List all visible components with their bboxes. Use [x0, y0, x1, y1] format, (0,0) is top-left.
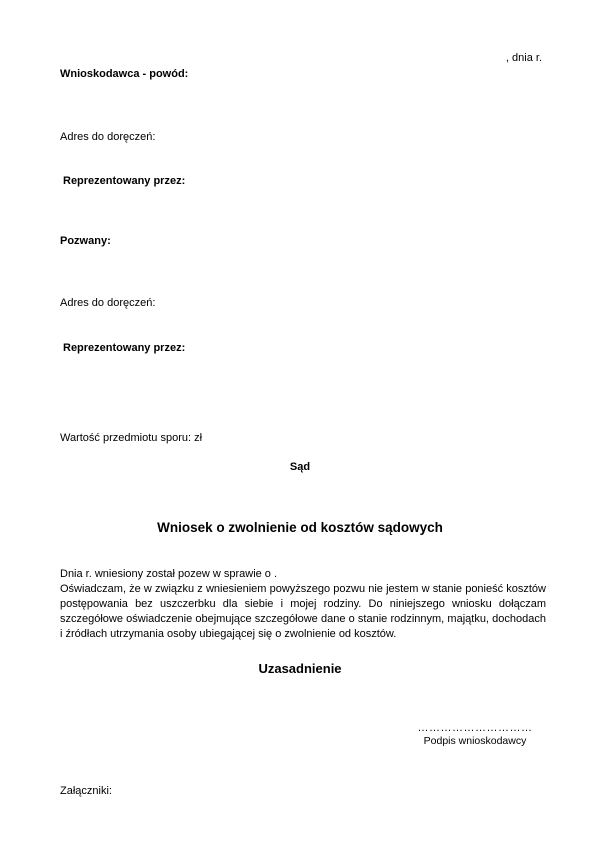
- court-label: Sąd: [289, 461, 311, 473]
- document-title: Wniosek o zwolnienie od kosztów sądowych: [157, 520, 443, 535]
- body-text: [60, 567, 546, 642]
- defendant-represented-by-label: Reprezentowany przez:: [63, 342, 186, 354]
- defendant-address-label: Adres do doręczeń:: [60, 297, 156, 309]
- date-line: , dnia r.: [505, 52, 542, 64]
- claimant-represented-by-label: Reprezentowany przez:: [63, 175, 186, 187]
- claimant-label: Wnioskodawca - powód:: [60, 68, 189, 80]
- value-of-dispute-label: Wartość przedmiotu sporu: zł: [60, 432, 203, 444]
- attachments-label: Załączniki:: [60, 785, 112, 797]
- defendant-label: Pozwany:: [60, 235, 111, 247]
- signature-block: [405, 722, 545, 748]
- claimant-address-label: Adres do doręczeń:: [60, 131, 156, 143]
- body-intro-line: Dnia r. wniesiony został pozew w sprawie o .: [60, 568, 278, 580]
- signature-label: Podpis wnioskodawcy: [423, 735, 527, 747]
- signature-dotted-line: …………………………: [417, 722, 533, 734]
- body-paragraph: Oświadczam, że w związku z wniesieniem powyższego pozwu nie jestem w stanie ponieść kosztów postępowania bez uszczerbku dla siebie i mojej rodziny. Do niniejszego wniosku dołączam szczegółowe oświadczenie obejmujące szczegółowe dane o stanie rodzinnym, majątku, dochodach i źródłach utrzymania osoby ubiegającej się o zwolnienie od kosztów.: [60, 583, 546, 640]
- justification-heading: Uzasadnienie: [258, 661, 342, 676]
